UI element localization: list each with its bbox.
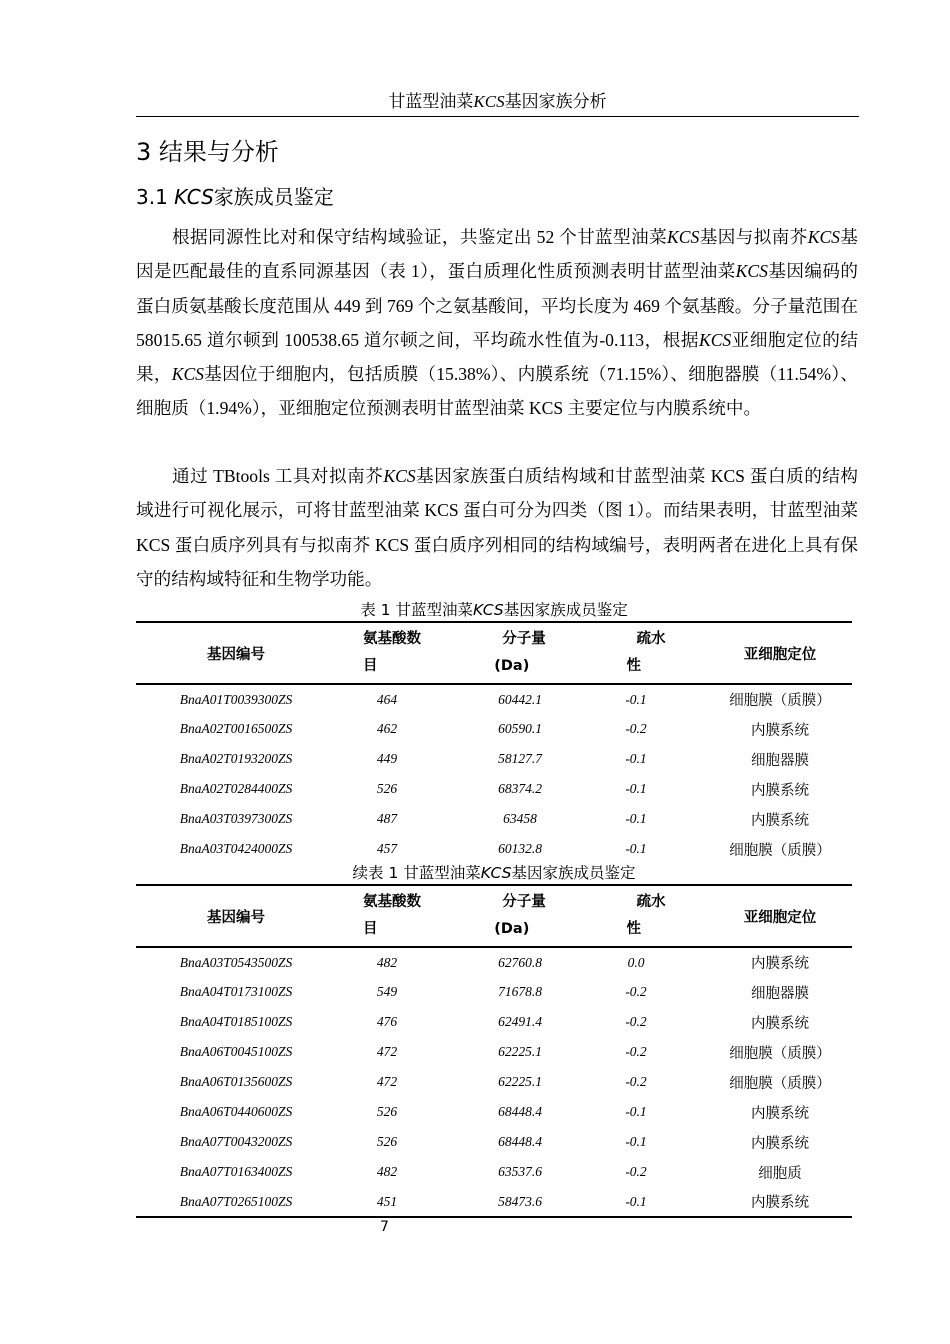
running-header	[136, 90, 859, 117]
table-row	[136, 1037, 852, 1067]
header-italic: KCS	[473, 92, 505, 111]
amino-acid-count: 526	[376, 1104, 398, 1119]
amino-acid-count: 449	[376, 751, 398, 766]
hydrophobicity: 0.0	[627, 954, 645, 970]
molecular-weight: 68448.4	[498, 1134, 542, 1149]
subcellular-location: 内膜系统	[751, 956, 809, 972]
hydrophobicity: -0.2	[625, 1164, 647, 1179]
caption-text: 基因家族成员鉴定	[511, 864, 636, 882]
table-row	[136, 804, 852, 834]
subcellular-location: 细胞膜（质膜）	[729, 1045, 831, 1062]
molecular-weight: 68448.4	[498, 1104, 542, 1119]
header-aa	[336, 885, 438, 947]
amino-acid-count: 482	[376, 954, 398, 970]
header-line: 疏水	[636, 894, 666, 910]
molecular-weight: 71678.8	[498, 984, 542, 999]
molecular-weight: 60442.1	[498, 691, 542, 707]
paragraph-text: 根据同源性比对和保守结构域验证，共鉴定出 52 个甘蓝型油菜	[172, 227, 668, 247]
table-row	[136, 744, 852, 774]
gene-id: BnaA03T0424000ZS	[179, 841, 293, 856]
gene-id: BnaA02T0284400ZS	[179, 781, 293, 796]
hydrophobicity: -0.1	[625, 1134, 647, 1149]
header-loc: 亚细胞定位	[743, 646, 817, 663]
gene-id: BnaA07T0043200ZS	[179, 1134, 293, 1149]
subcellular-location: 内膜系统	[751, 1105, 809, 1122]
hydrophobicity: -0.2	[625, 1014, 647, 1029]
table-row	[136, 1157, 852, 1187]
gene-id: BnaA06T0440600ZS	[179, 1104, 293, 1119]
header-text: 基因家族分析	[504, 92, 607, 111]
table-row	[136, 947, 852, 977]
table-row	[136, 1127, 852, 1157]
gene-id: BnaA03T0397300ZS	[179, 811, 293, 826]
header-line: 性	[626, 921, 641, 937]
paragraph-text: 基因编码的蛋白质氨基酸长度范围从 449 到 769 个之氨基酸间，平均长度为 469 个氨基酸。分子量范围在 58015.65 道尔顿到 100538.65 道尔顿之间，平均疏水性值为-0.113，根据	[136, 261, 858, 350]
header-line: 氨基酸数	[363, 631, 421, 647]
header-text: 甘蓝型油菜	[388, 92, 474, 111]
header-loc: 亚细胞定位	[743, 909, 817, 926]
header-gene: 基因编号	[207, 646, 265, 663]
subcellular-location: 细胞质	[758, 1165, 802, 1182]
subcellular-location: 内膜系统	[751, 812, 809, 829]
subcellular-location: 内膜系统	[751, 1195, 809, 1211]
hydrophobicity: -0.1	[625, 691, 647, 707]
header-line: 目	[363, 921, 378, 937]
subcellular-location: 细胞膜（质膜）	[729, 693, 831, 709]
molecular-weight: 60132.8	[498, 841, 542, 856]
amino-acid-count: 472	[376, 1044, 398, 1059]
header-line: (Da)	[494, 658, 530, 674]
table2	[136, 884, 852, 1218]
hydrophobicity: -0.1	[625, 1193, 647, 1209]
hydrophobicity: -0.1	[625, 781, 647, 796]
table-row	[136, 774, 852, 804]
subcellular-location: 细胞膜（质膜）	[729, 1075, 831, 1092]
amino-acid-count: 487	[376, 811, 398, 826]
hydrophobicity: -0.2	[625, 984, 647, 999]
table-row	[136, 1007, 852, 1037]
header-line: 分子量	[502, 894, 546, 910]
hydrophobicity: -0.2	[625, 1044, 647, 1059]
paragraph-1	[136, 220, 858, 426]
table-row	[136, 684, 852, 714]
section-title: 3 结果与分析	[136, 138, 279, 166]
molecular-weight: 62225.1	[498, 1074, 542, 1089]
subcellular-location: 细胞器膜	[751, 752, 809, 769]
molecular-weight: 63458	[503, 811, 537, 826]
gene-id: BnaA02T0016500ZS	[179, 721, 293, 736]
amino-acid-count: 549	[376, 984, 398, 999]
header-line: 疏水	[636, 631, 666, 647]
subsection-text: 家族成员鉴定	[213, 185, 334, 209]
subcellular-location: 内膜系统	[751, 722, 809, 739]
header-mw	[438, 622, 602, 684]
caption-text: 续表 1 甘蓝型油菜	[352, 864, 481, 882]
molecular-weight: 58473.6	[498, 1193, 542, 1209]
amino-acid-count: 476	[376, 1014, 398, 1029]
header-aa	[336, 622, 438, 684]
hydrophobicity: -0.1	[625, 841, 647, 856]
amino-acid-count: 464	[376, 691, 398, 707]
amino-acid-count: 457	[376, 841, 398, 856]
italic-term: KCS	[171, 364, 204, 385]
hydrophobicity: -0.1	[625, 1104, 647, 1119]
table-header-row	[136, 885, 852, 947]
table-row	[136, 834, 852, 864]
paragraph-text: 基因位于细胞内，包括质膜（15.38%）、内膜系统（71.15%）、细胞器膜（11.54%）、细胞质（1.94%），亚细胞定位预测表明甘蓝型油菜 KCS 主要定位与内膜系统中。	[136, 364, 858, 419]
caption-italic: KCS	[473, 601, 504, 619]
gene-id: BnaA06T0045100ZS	[179, 1044, 293, 1059]
molecular-weight: 62760.8	[498, 954, 542, 970]
table1	[136, 621, 852, 864]
table-row	[136, 1187, 852, 1217]
table-row	[136, 977, 852, 1007]
paragraph-text: 通过 TBtools 工具对拟南芥	[172, 466, 384, 486]
subcellular-location: 细胞器膜	[751, 985, 809, 1002]
gene-id: BnaA02T0193200ZS	[179, 751, 293, 766]
table1-caption	[136, 600, 852, 620]
molecular-weight: 68374.2	[498, 781, 542, 796]
molecular-weight: 62491.4	[498, 1014, 542, 1029]
molecular-weight: 60590.1	[498, 721, 542, 736]
amino-acid-count: 482	[376, 1164, 398, 1179]
subcellular-location: 细胞膜（质膜）	[729, 842, 831, 859]
italic-term: KCS	[807, 227, 840, 247]
italic-term: KCS	[667, 227, 700, 247]
gene-id: BnaA07T0163400ZS	[179, 1164, 293, 1179]
caption-text: 基因家族成员鉴定	[503, 601, 628, 619]
hydrophobicity: -0.2	[625, 1074, 647, 1089]
subsection-italic: KCS	[174, 185, 214, 209]
amino-acid-count: 462	[376, 721, 398, 736]
gene-id: BnaA04T0173100ZS	[179, 984, 293, 999]
subsection-number: 3.1	[136, 185, 175, 209]
italic-term: KCS	[735, 261, 768, 282]
subcellular-location: 内膜系统	[751, 782, 809, 799]
molecular-weight: 62225.1	[498, 1044, 542, 1059]
table-row	[136, 1067, 852, 1097]
hydrophobicity: -0.1	[625, 811, 647, 826]
subcellular-location: 内膜系统	[751, 1135, 809, 1152]
paragraph-2	[136, 459, 858, 596]
italic-term: KCS	[698, 329, 732, 350]
subcellular-location: 内膜系统	[751, 1015, 809, 1032]
amino-acid-count: 526	[376, 781, 398, 796]
page-number: 7	[380, 1219, 389, 1235]
header-hyd	[602, 622, 670, 684]
paragraph-text: 基因是匹配最佳的直系同源基因（表 1），蛋白质理化性质预测表明甘蓝型油菜	[136, 227, 858, 282]
hydrophobicity: -0.1	[625, 751, 647, 766]
subsection-title	[136, 183, 334, 211]
header-mw	[438, 885, 602, 947]
table-header-row	[136, 622, 852, 684]
amino-acid-count: 526	[376, 1134, 398, 1149]
molecular-weight: 58127.7	[498, 751, 542, 766]
caption-italic: KCS	[480, 864, 512, 882]
gene-id: BnaA03T0543500ZS	[179, 954, 293, 970]
amino-acid-count: 451	[376, 1193, 398, 1209]
paragraph-text: 基因与拟南芥	[699, 227, 808, 247]
paragraph-text: 基因家族蛋白质结构域和甘蓝型油菜 KCS 蛋白质的结构域进行可视化展示，可将甘蓝型油菜 KCS 蛋白可分为四类（图 1）。而结果表明，甘蓝型油菜 KCS 蛋白质序列具有与拟南芥 KCS 蛋白质序列相同的结构域编号，表明两者在进化上具有保守的结构域特征和生物学功能。	[136, 466, 858, 589]
header-hyd	[602, 885, 670, 947]
gene-id: BnaA06T0135600ZS	[179, 1074, 293, 1089]
italic-term: KCS	[383, 466, 416, 486]
header-line: 目	[363, 658, 378, 674]
paragraph-text: 亚细胞定位的结果，	[136, 329, 858, 385]
table-row	[136, 714, 852, 744]
hydrophobicity: -0.2	[625, 721, 647, 736]
table-row	[136, 1097, 852, 1127]
molecular-weight: 63537.6	[498, 1164, 542, 1179]
header-gene: 基因编号	[207, 909, 265, 926]
table2-caption	[136, 863, 852, 883]
caption-text: 表 1 甘蓝型油菜	[360, 601, 473, 619]
header-line: 氨基酸数	[363, 894, 421, 910]
header-line: (Da)	[494, 921, 530, 937]
gene-id: BnaA07T0265100ZS	[179, 1193, 293, 1209]
gene-id: BnaA01T0039300ZS	[179, 691, 293, 707]
header-line: 性	[626, 658, 641, 674]
gene-id: BnaA04T0185100ZS	[179, 1014, 293, 1029]
amino-acid-count: 472	[376, 1074, 398, 1089]
header-line: 分子量	[502, 631, 546, 647]
